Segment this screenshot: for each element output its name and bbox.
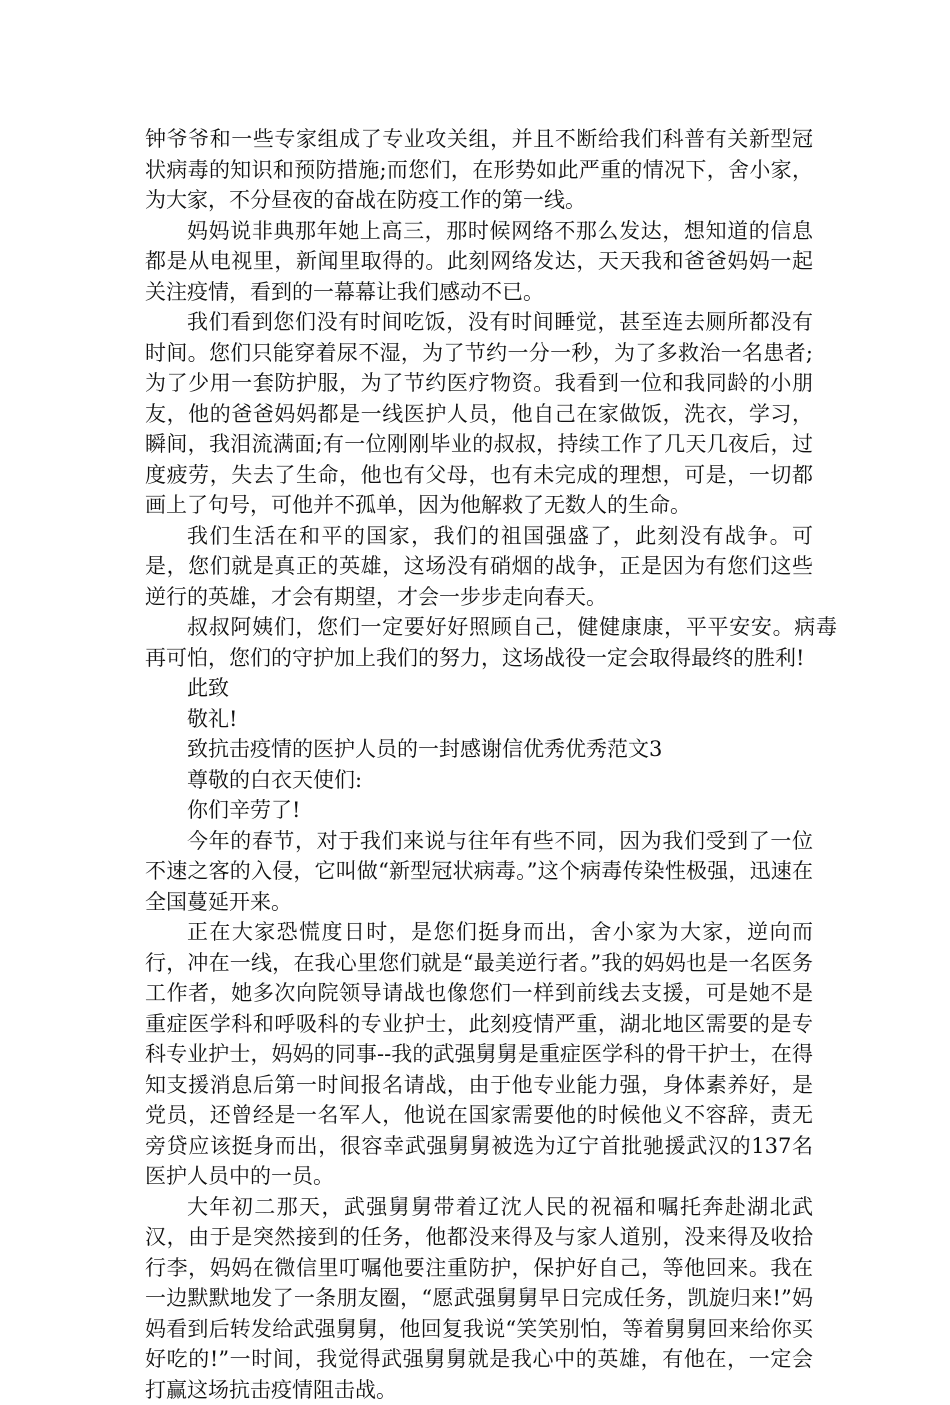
paragraph-1: 钟爷爷和一些专家组成了专业攻关组，并且不断给我们科普有关新型冠状病毒的知识和预防措施;而您们，在形势如此严重的情况下，舍小家，为大家，不分昼夜的奋战在防疫工作的第一线。: [145, 124, 813, 216]
paragraph-4: 我们生活在和平的国家，我们的祖国强盛了，此刻没有战争。可是，您们就是真正的英雄，这场没有硝烟的战争，正是因为有您们这些逆行的英雄，才会有期望，才会一步步走向春天。: [145, 521, 813, 613]
paragraph-5: 叔叔阿姨们，您们一定要好好照顾自己，健健康康，平平安安。病毒再可怕，您们的守护加上我们的努力，这场战役一定会取得最终的胜利!: [145, 612, 837, 673]
paragraph-3: 我们看到您们没有时间吃饭，没有时间睡觉，甚至连去厕所都没有时间。您们只能穿着尿不湿，为了节约一分一秒，为了多救治一名患者;为了少用一套防护服，为了节约医疗物资。我看到一位和我同龄的小朋友，他的爸爸妈妈都是一线医护人员，他自己在家做饭，洗衣，学习，瞬间，我泪流满面;有一位刚刚毕业的叔叔，持续工作了几天几夜后，过度疲劳，失去了生命，他也有父母，也有未完成的理想，可是，一切都画上了句号，可他并不孤单，因为他解救了无数人的生命。: [145, 307, 813, 521]
greeting: 尊敬的白衣天使们:: [145, 765, 813, 796]
paragraph-7: 正在大家恐慌度日时，是您们挺身而出，舍小家为大家，逆向而行，冲在一线，在我心里您们就是“最美逆行者。”我的妈妈也是一名医务工作者，她多次向院领导请战也像您们一样到前线去支援，可是她不是重症医学科和呼吸科的专业护士，此刻疫情严重，湖北地区需要的是专科专业护士，妈妈的同事--我的武强舅舅是重症医学科的骨干护士，在得知支援消息后第一时间报名请战，由于他专业能力强，身体素养好，是党员，还曾经是一名军人，他说在国家需要他的时候他义不容辞，责无旁贷应该挺身而出，很容幸武强舅舅被选为辽宁首批驰援武汉的137名医护人员中的一员。: [145, 917, 813, 1192]
paragraph-6: 今年的春节，对于我们来说与往年有些不同，因为我们受到了一位不速之客的入侵，它叫做“新型冠状病毒。”这个病毒传染性极强，迅速在全国蔓延开来。: [145, 826, 813, 918]
letter-page: [145, 124, 813, 1405]
closing-regards: 敬礼!: [145, 704, 813, 735]
greeting-line: 你们辛劳了!: [145, 795, 813, 826]
closing-salutation: 此致: [145, 673, 813, 704]
section-title: 致抗击疫情的医护人员的一封感谢信优秀优秀范文3: [145, 734, 813, 765]
paragraph-8: 大年初二那天，武强舅舅带着辽沈人民的祝福和嘱托奔赴湖北武汉，由于是突然接到的任务，他都没来得及与家人道别，没来得及收拾行李，妈妈在微信里叮嘱他要注重防护，保护好自己，等他回来。我在一边默默地发了一条朋友圈，“愿武强舅舅早日完成任务，凯旋归来!”妈妈看到后转发给武强舅舅，他回复我说“笑笑别怕，等着舅舅回来给你买好吃的!”一时间，我觉得武强舅舅就是我心中的英雄，有他在，一定会打赢这场抗击疫情阻击战。: [145, 1192, 813, 1405]
paragraph-2: 妈妈说非典那年她上高三，那时候网络不那么发达，想知道的信息都是从电视里，新闻里取得的。此刻网络发达，天天我和爸爸妈妈一起关注疫情，看到的一幕幕让我们感动不已。: [145, 216, 813, 308]
